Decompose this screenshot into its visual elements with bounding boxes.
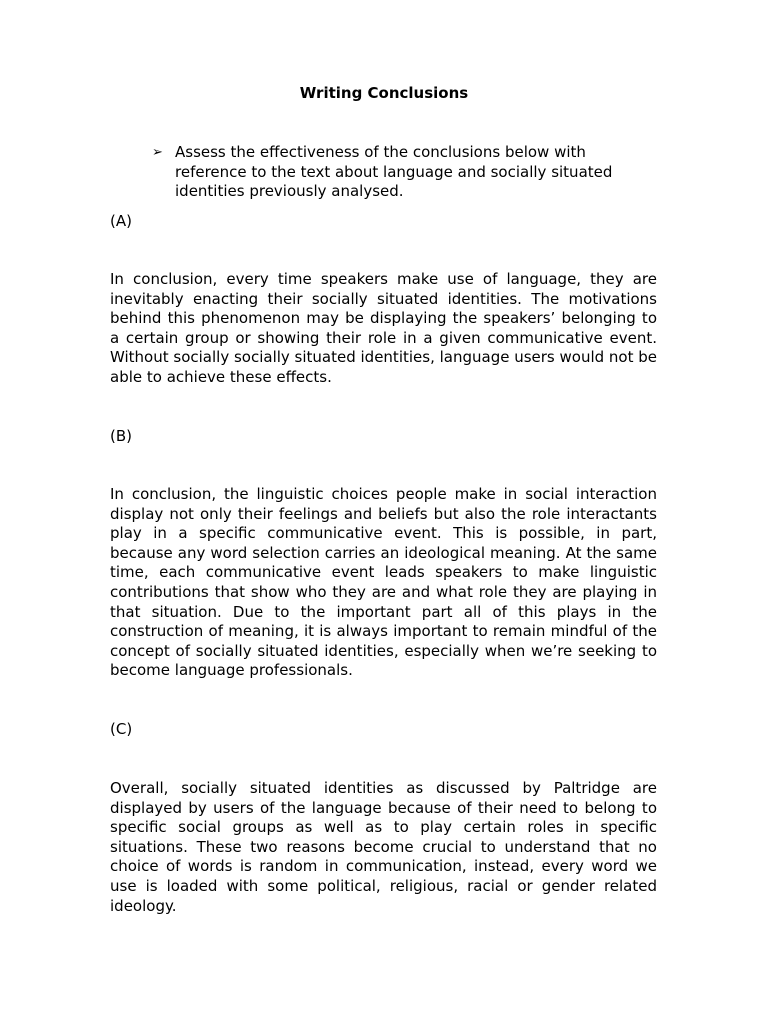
arrow-bullet-icon: ➢: [152, 145, 163, 160]
conclusion-paragraph-a: In conclusion, every time speakers make use of language, they are inevitably enacting their socially situated identities. The motivations behind this phenomenon may be displaying the speakers’ belonging to a certain group or showing their role in a given communicative event. Without socially socially situated identities, language users would not be able to achieve these effects.: [110, 270, 658, 386]
conclusion-paragraph-c: Overall, socially situated identities as discussed by Paltridge are displayed by users of the language because of their need to belong to specific social groups as well as to play certain roles in specific situations. These two reasons become crucial to understand that no choice of words is random in communication, instead, every word we use is loaded with some political, religious, racial or gender related ideology.: [110, 779, 657, 915]
page-title: Writing Conclusions: [299, 84, 469, 102]
conclusion-label-b: (B): [110, 427, 132, 445]
conclusion-paragraph-b: In conclusion, the linguistic choices people make in social interaction display not only their feelings and beliefs but also the role interactants play in a specific communicative event. This is possible, in part, because any word selection carries an ideological meaning. At the same time, each communicative event leads speakers to make linguistic contributions that show who they are and what role they are playing in that situation. Due to the important part all of this plays in the construction of meaning, it is always important to remain mindful of the concept of socially situated identities, especially when we’re seeking to become language professionals.: [110, 485, 657, 680]
conclusion-label-c: (C): [110, 720, 133, 738]
instruction-bullet: [152, 143, 642, 202]
conclusion-label-a: (A): [110, 212, 132, 230]
instruction-text: Assess the effectiveness of the conclusions below with reference to the text about language and socially situated identities previously analysed.: [175, 143, 613, 200]
